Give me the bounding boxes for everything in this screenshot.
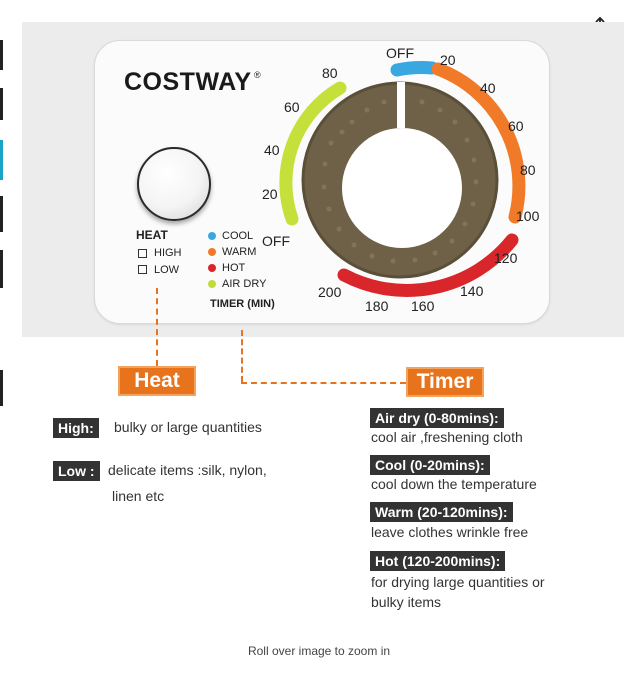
edge-mark-active xyxy=(0,140,3,180)
air-dry-label: Air dry (0-80mins): xyxy=(370,408,504,428)
timer-tick-80: 80 xyxy=(520,162,536,178)
legend-label: HOT xyxy=(222,262,246,274)
low-label: Low : xyxy=(53,461,100,481)
edge-mark xyxy=(0,88,3,120)
high-description: bulky or large quantities xyxy=(114,419,262,435)
high-label: High: xyxy=(53,418,99,438)
timer-tick-180: 180 xyxy=(365,298,389,314)
timer-tick-200: 200 xyxy=(318,284,342,300)
warm-label: Warm (20-120mins): xyxy=(370,502,513,522)
timer-tick-60: 60 xyxy=(508,118,524,134)
heat-title: HEAT xyxy=(136,228,168,242)
edge-mark xyxy=(0,196,3,232)
cool-label: Cool (0-20mins): xyxy=(370,455,490,475)
timer-tick-120: 120 xyxy=(494,250,518,266)
legend-label: WARM xyxy=(222,246,257,258)
heat-badge: Heat xyxy=(118,366,196,396)
timer-tick-20: 20 xyxy=(440,52,456,68)
timer-tick-off: OFF xyxy=(386,45,414,61)
timer-min-label: TIMER (MIN) xyxy=(210,298,275,310)
warm-description: leave clothes wrinkle free xyxy=(371,524,529,540)
legend-label: AIR DRY xyxy=(222,278,267,290)
low-description: delicate items :silk, nylon, xyxy=(108,462,267,478)
brand-logo: COSTWAY xyxy=(124,68,252,96)
timer-tick-40: 40 xyxy=(480,80,496,96)
hot-label: Hot (120-200mins): xyxy=(370,551,505,571)
timer-tick-160: 160 xyxy=(411,298,435,314)
edge-mark xyxy=(0,40,3,70)
air-dry-description: cool air ,freshening cloth xyxy=(371,429,523,445)
timer-connector-vertical xyxy=(241,330,243,382)
product-image[interactable] xyxy=(22,22,624,337)
airdry-tick-20: 20 xyxy=(262,186,278,202)
airdry-tick-80: 80 xyxy=(322,65,338,81)
legend-label: COOL xyxy=(222,230,254,242)
dial-pointer xyxy=(397,82,405,128)
registered-mark: ® xyxy=(254,70,261,80)
zoom-hint: Roll over image to zoom in xyxy=(247,644,391,658)
airdry-tick-off: OFF xyxy=(262,233,290,249)
timer-tick-140: 140 xyxy=(460,283,484,299)
heat-low-label: LOW xyxy=(154,264,180,276)
cool-arc xyxy=(397,68,432,70)
timer-connector-horizontal xyxy=(241,382,406,384)
heat-high-label: HIGH xyxy=(154,247,182,259)
edge-mark xyxy=(0,250,3,288)
heat-connector xyxy=(156,288,158,366)
hot-description-continued: bulky items xyxy=(371,594,442,610)
cool-description: cool down the temperature xyxy=(371,476,537,492)
low-description-continued: linen etc xyxy=(112,488,165,504)
timer-tick-100: 100 xyxy=(516,208,540,224)
dial-center xyxy=(342,128,462,248)
airdry-tick-60: 60 xyxy=(284,99,300,115)
timer-badge: Timer xyxy=(406,367,484,397)
hot-description: for drying large quantities or xyxy=(371,574,545,590)
edge-mark xyxy=(0,370,3,406)
page-edge-strip xyxy=(0,0,4,683)
airdry-tick-40: 40 xyxy=(264,142,280,158)
